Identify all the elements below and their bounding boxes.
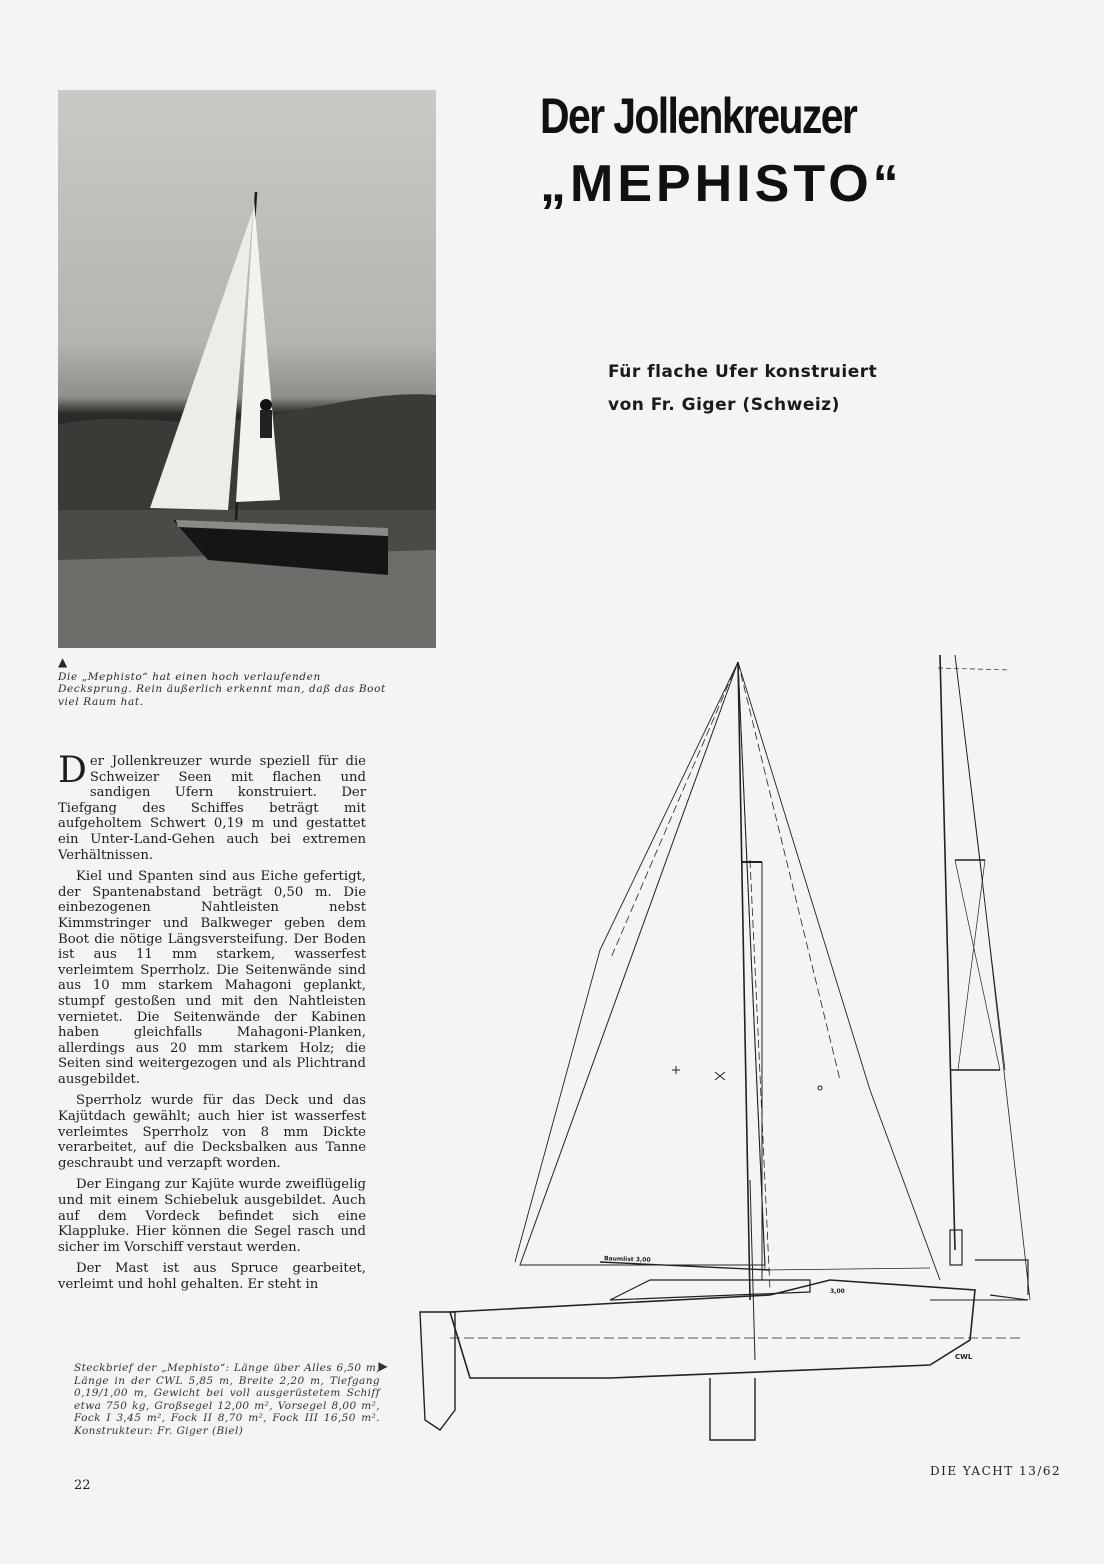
article-title <box>540 86 970 216</box>
drop-cap: D <box>58 750 87 791</box>
paragraph-3: Sperrholz wurde für das Deck und das Kajütdach gewählt; auch hier ist wasserfest verleimtes Sperrholz von 8 mm Dickte verarbeitet, auf die Decksbalken aus Tanne geschraubt und verzapft worden. <box>58 1093 366 1171</box>
sail-plan-drawing <box>410 640 1050 1460</box>
paragraph-1 <box>58 750 366 863</box>
drawing-label-dim: 3,00 <box>830 1288 845 1295</box>
spec-caption <box>74 1359 388 1438</box>
article-body <box>58 750 366 1299</box>
photo-caption <box>58 656 388 708</box>
paragraph-5: Der Mast ist aus Spruce gearbeitet, verleimt und hohl gehalten. Er steht in <box>58 1261 366 1292</box>
page-number: 22 <box>74 1478 91 1493</box>
title-line-1: Der Jollenkreuzer <box>540 88 857 144</box>
sailboat-photo <box>58 90 436 648</box>
journal-footer: DIE YACHT 13/62 <box>930 1464 1062 1478</box>
photo-caption-text: Die „Mephisto“ hat einen hoch verlaufenden Decksprung. Rein äußerlich erkennt man, daß das Boot viel Raum hat. <box>58 670 386 708</box>
spec-caption-text: Steckbrief der „Mephisto“: Länge über Alles 6,50 m, Länge in der CWL 5,85 m, Breite 2,20 m, Tiefgang 0,19/1,00 m, Gewicht bei voll ausgerüstetem Schiff etwa 750 kg, Großsegel 12,00 m², Vorsegel 8,00 m², Fock I 3,45 m², Fock II 8,70 m², Fock III 16,50 m². Konstrukteur: Fr. Giger (Biel) <box>74 1362 380 1437</box>
subtitle-line-2: von Fr. Giger (Schweiz) <box>608 395 840 415</box>
drawing-label-cwl: CWL <box>955 1353 973 1361</box>
triangle-up-icon: ▲ <box>58 655 68 669</box>
article-subtitle <box>608 356 908 422</box>
paragraph-4: Der Eingang zur Kajüte wurde zweiflügelig und mit einem Schiebeluk ausgebildet. Auch auf dem Vordeck befindet sich eine Klappluke. Hier können die Segel rasch und sicher im Vorschiff verstaut werden. <box>58 1177 366 1255</box>
subtitle-line-1: Für flache Ufer konstruiert <box>608 362 878 382</box>
paragraph-1-text: er Jollenkreuzer wurde speziell für die Schweizer Seen mit flachen und sandigen Ufern konstruiert. Der Tiefgang des Schiffes beträgt mit aufgeholtem Schwert 0,19 m und gestattet ein Unter-Land-Gehen auch bei extremen Verhältnissen. <box>58 754 366 863</box>
title-line-2: „MEPHISTO“ <box>540 155 903 213</box>
triangle-right-icon: ▶ <box>378 1359 388 1373</box>
paragraph-2: Kiel und Spanten sind aus Eiche gefertigt, der Spantenabstand beträgt 0,50 m. Die einbezogenen Nahtleisten nebst Kimmstringer und Balkweger geben dem Boot die nötige Längsversteifung. Der Boden ist aus 11 mm starkem, wasserfest verleimtem Sperrholz. Die Seitenwände sind aus 10 mm starkem Mahagoni geplankt, stumpf gestoßen und mit den Nahtleisten vernietet. Die Seitenwände der Kabinen haben gleichfalls Mahagoni-Planken, allerdings aus 20 mm starkem Holz; die Seiten sind weitergezogen und als Plichtrand ausgebildet. <box>58 869 366 1087</box>
drawing-label-baumlist: Baumlist 3,00 <box>603 1255 651 1264</box>
